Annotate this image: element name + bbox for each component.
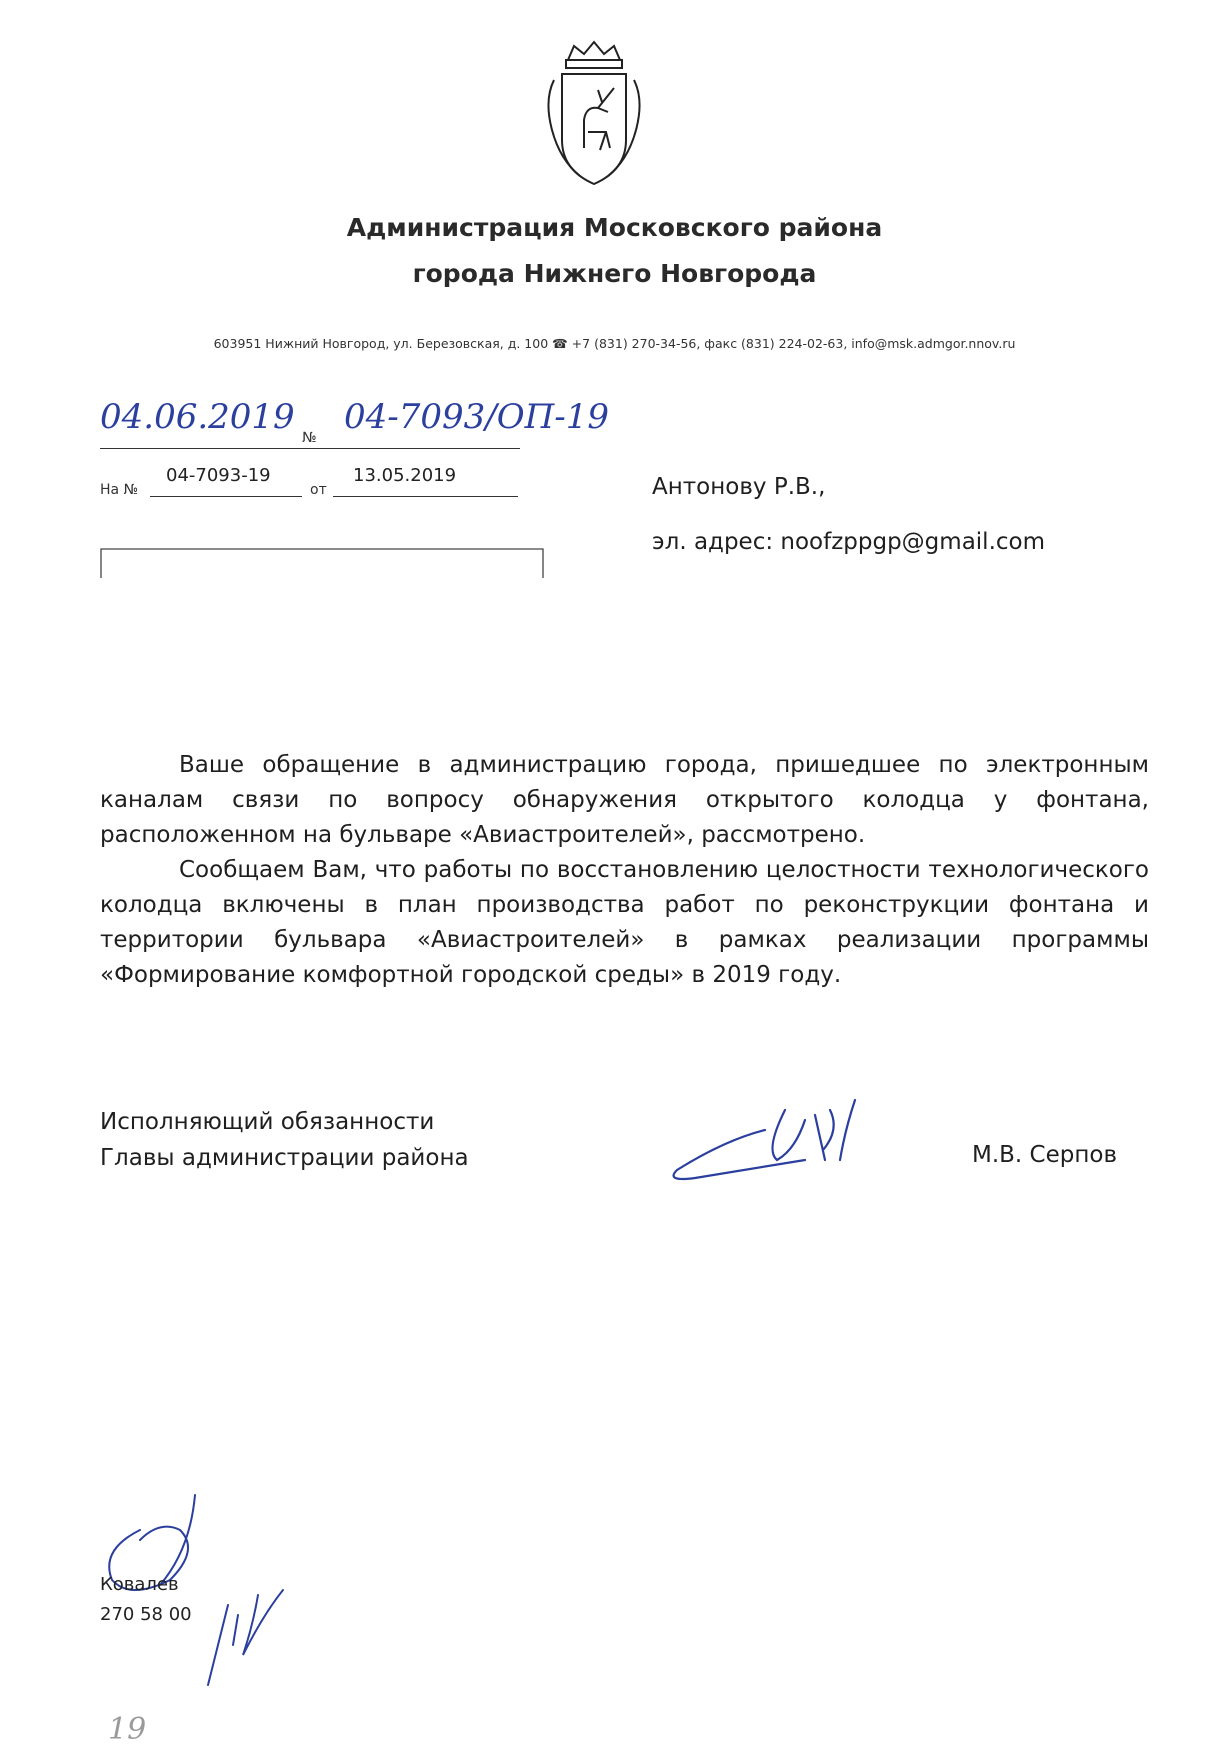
ref-number: 04-7093-19 [166, 465, 271, 486]
body-paragraph-1: Ваше обращение в администрацию города, пришедшее по электронным каналам связи по вопросу обнаружения открытого колодца у фонтана, расположенном на бульваре «Авиастроителей», рассмотрено. [100, 752, 1149, 848]
signatory-title-line2: Главы администрации района [100, 1145, 469, 1171]
approval-scribble [198, 1585, 288, 1695]
address-bracket [100, 548, 545, 584]
signatory-name: М.В. Серпов [972, 1142, 1118, 1168]
letter-body [100, 748, 1149, 993]
signatory-title [100, 1104, 469, 1176]
ref-from: от [310, 482, 327, 498]
handwritten-date: 04.06.2019 [100, 397, 295, 437]
handwritten-signature [665, 1090, 925, 1200]
executor-name: Ковалев [100, 1574, 179, 1595]
ref-number-underline [150, 496, 302, 497]
page-number-mark: 19 [108, 1712, 147, 1747]
registration-underline [100, 448, 520, 449]
number-sign: № [302, 430, 317, 446]
ref-date-underline [333, 496, 518, 497]
body-paragraph-2: Сообщаем Вам, что работы по восстановлению целостности технологического колодца включены в план производства работ по реконструкции фонтана и территории бульвара «Авиастроителей» в рамках реализации программы «Формирование комфортной городской среды» в 2019 году. [100, 857, 1149, 988]
recipient-name: Антонову Р.В., [652, 474, 826, 500]
organization-address: 603951 Нижний Новгород, ул. Березовская, д. 100 ☎ +7 (831) 270-34-56, факс (831) 224-02-63, info@msk.admgor.nnov.ru [213, 336, 1016, 351]
ref-prefix: На № [100, 482, 139, 498]
signatory-title-line1: Исполняющий обязанности [100, 1109, 435, 1135]
organization-name-line2: города Нижнего Новгорода [412, 259, 817, 288]
executor-block [100, 1570, 192, 1630]
handwritten-number: 04-7093/ОП-19 [344, 397, 610, 437]
ref-date: 13.05.2019 [353, 465, 457, 486]
coat-of-arms-icon [540, 40, 648, 190]
organization-name-line1: Администрация Московского района [346, 213, 883, 242]
recipient-email: эл. адрес: noofzppgp@gmail.com [652, 529, 1045, 555]
executor-phone: 270 58 00 [100, 1604, 192, 1625]
